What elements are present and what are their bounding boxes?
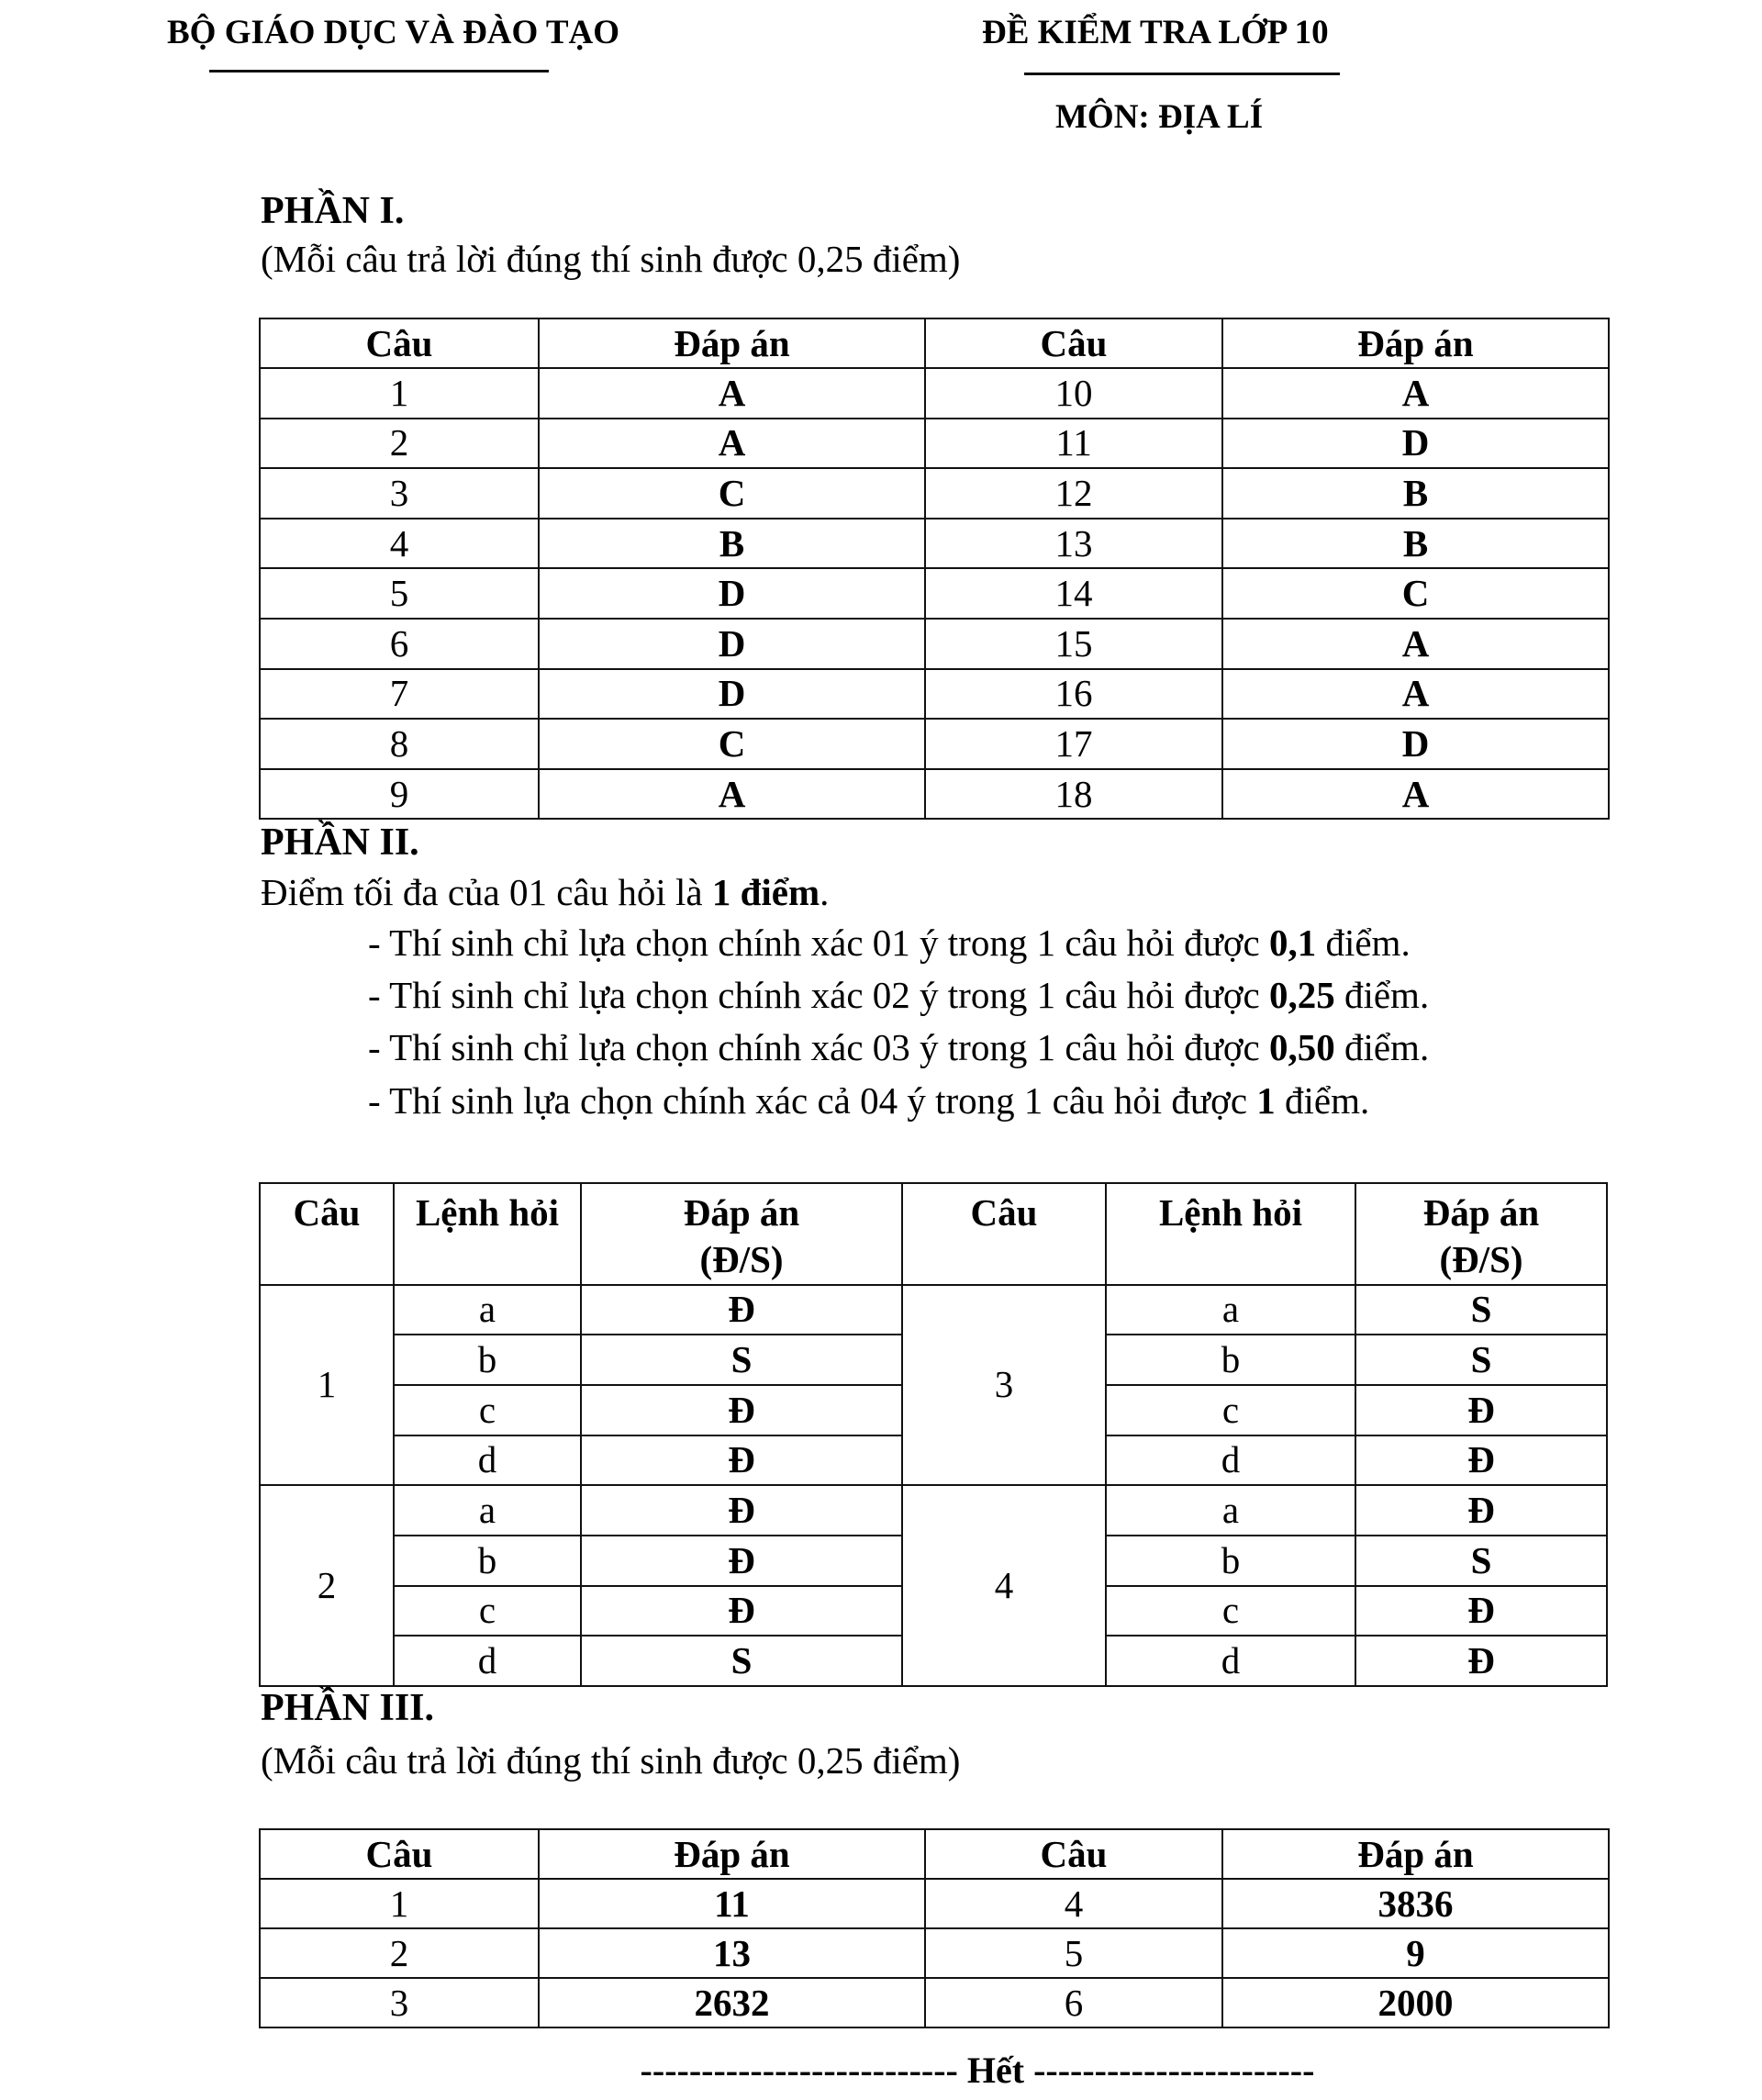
part2-intro-suffix: . — [820, 871, 830, 913]
part2-answer-table — [259, 1182, 1608, 1687]
true-false-answer-cell: Đ — [581, 1536, 902, 1586]
question-number-cell: 3 — [260, 1978, 539, 2027]
exam-title-underline — [1024, 73, 1340, 75]
scoring-rule-bold: 0,25 — [1268, 974, 1335, 1016]
statement-letter-cell: c — [394, 1586, 581, 1636]
scoring-rule-suffix: điểm. — [1275, 1079, 1370, 1122]
scoring-rule-suffix: điểm. — [1334, 974, 1430, 1016]
answer-cell: 11 — [539, 1879, 925, 1928]
part3-title: PHẦN III. — [261, 1687, 435, 1729]
column-header-dap-an: Đáp án (Đ/S) — [1355, 1183, 1607, 1285]
question-number-cell: 3 — [902, 1285, 1106, 1486]
statement-letter-cell: a — [1106, 1285, 1355, 1335]
question-number-cell: 8 — [260, 719, 539, 769]
question-number-cell: 5 — [925, 1928, 1222, 1978]
true-false-answer-cell: Đ — [1355, 1435, 1607, 1486]
true-false-answer-cell: Đ — [1355, 1586, 1607, 1636]
answer-cell: D — [539, 669, 925, 720]
column-header-cau: Câu — [902, 1183, 1106, 1285]
answer-cell: B — [539, 519, 925, 569]
true-false-answer-cell: S — [581, 1636, 902, 1686]
true-false-answer-cell: Đ — [581, 1435, 902, 1486]
part2-title: PHẦN II. — [261, 821, 419, 864]
part1-answer-table — [259, 318, 1610, 820]
answer-cell: C — [1222, 568, 1609, 619]
scoring-rule-prefix: - Thí sinh chỉ lựa chọn chính xác 01 ý trong 1 câu hỏi được — [368, 922, 1269, 964]
answer-cell: 2000 — [1222, 1978, 1609, 2027]
answer-cell: D — [1222, 419, 1609, 469]
table-row — [260, 669, 1609, 720]
answer-cell: B — [1222, 468, 1609, 519]
column-header: Câu — [925, 318, 1222, 368]
subject-title: MÔN: ĐỊA LÍ — [1055, 98, 1264, 136]
answer-cell: A — [1222, 669, 1609, 720]
answer-cell: B — [1222, 519, 1609, 569]
true-false-answer-cell: S — [1355, 1285, 1607, 1335]
true-false-answer-cell: Đ — [1355, 1385, 1607, 1435]
question-number-cell: 2 — [260, 1485, 394, 1686]
answer-cell: A — [539, 769, 925, 820]
scoring-rule-prefix: - Thí sinh lựa chọn chính xác cả 04 ý trong 1 câu hỏi được — [368, 1079, 1257, 1122]
true-false-answer-cell: Đ — [581, 1285, 902, 1335]
question-number-cell: 11 — [925, 419, 1222, 469]
scoring-rule-bold: 0,50 — [1268, 1026, 1335, 1068]
question-number-cell: 7 — [260, 669, 539, 720]
part1-title: PHẦN I. — [261, 190, 405, 232]
question-number-cell: 15 — [925, 619, 1222, 669]
question-number-cell: 13 — [925, 519, 1222, 569]
question-number-cell: 14 — [925, 568, 1222, 619]
table-header-row — [260, 1183, 1607, 1285]
table-row — [260, 1978, 1609, 2027]
question-number-cell: 6 — [925, 1978, 1222, 2027]
statement-letter-cell: a — [394, 1285, 581, 1335]
column-header-lenh-hoi: Lệnh hỏi — [1106, 1183, 1355, 1285]
scoring-rule — [368, 1025, 1429, 1069]
answer-cell: A — [539, 419, 925, 469]
part1-note: (Mỗi câu trả lời đúng thí sinh được 0,25 điểm) — [261, 238, 961, 280]
answer-cell: D — [1222, 719, 1609, 769]
statement-letter-cell: a — [1106, 1485, 1355, 1536]
table-header-row — [260, 1829, 1609, 1879]
table-row — [260, 1879, 1609, 1928]
true-false-answer-cell: S — [581, 1335, 902, 1385]
statement-letter-cell: b — [1106, 1335, 1355, 1385]
table-row — [260, 769, 1609, 820]
scoring-rule — [368, 921, 1411, 965]
question-number-cell: 1 — [260, 1285, 394, 1486]
column-header: Đáp án — [539, 1829, 925, 1879]
question-number-cell: 2 — [260, 419, 539, 469]
end-dashes-left: -------------------------- — [640, 2050, 958, 2091]
part3-note: (Mỗi câu trả lời đúng thí sinh được 0,25 điểm) — [261, 1739, 961, 1782]
statement-letter-cell: c — [1106, 1586, 1355, 1636]
statement-letter-cell: d — [394, 1435, 581, 1486]
statement-letter-cell: b — [394, 1536, 581, 1586]
true-false-answer-cell: S — [1355, 1536, 1607, 1586]
scoring-rule-suffix: điểm. — [1316, 922, 1411, 964]
question-number-cell: 6 — [260, 619, 539, 669]
column-header: Đáp án — [1222, 318, 1609, 368]
scoring-rule-bold: 0,1 — [1268, 922, 1317, 964]
end-marker — [583, 2049, 1372, 2092]
question-number-cell: 5 — [260, 568, 539, 619]
part2-intro-bold: 1 điểm — [711, 871, 820, 913]
question-number-cell: 2 — [260, 1928, 539, 1978]
true-false-answer-cell: S — [1355, 1335, 1607, 1385]
ministry-underline — [209, 70, 549, 73]
answer-cell: 9 — [1222, 1928, 1609, 1978]
answer-cell: A — [1222, 368, 1609, 419]
column-header: Đáp án — [539, 318, 925, 368]
true-false-answer-cell: Đ — [581, 1385, 902, 1435]
part2-intro — [261, 870, 829, 914]
table-row — [260, 568, 1609, 619]
statement-letter-cell: c — [394, 1385, 581, 1435]
question-number-cell: 3 — [260, 468, 539, 519]
question-number-cell: 4 — [260, 519, 539, 569]
table-row — [260, 1285, 1607, 1335]
column-header: Câu — [260, 1829, 539, 1879]
column-header-dap-an: Đáp án (Đ/S) — [581, 1183, 902, 1285]
column-header: Câu — [925, 1829, 1222, 1879]
question-number-cell: 16 — [925, 669, 1222, 720]
ministry-title: BỘ GIÁO DỤC VÀ ĐÀO TẠO — [167, 14, 620, 51]
answer-cell: C — [539, 719, 925, 769]
statement-letter-cell: d — [1106, 1435, 1355, 1486]
table-row — [260, 1485, 1607, 1536]
question-number-cell: 17 — [925, 719, 1222, 769]
answer-cell: 13 — [539, 1928, 925, 1978]
scoring-rule-suffix: điểm. — [1334, 1026, 1430, 1068]
scoring-rule — [368, 973, 1429, 1017]
answer-cell: 2632 — [539, 1978, 925, 2027]
table-row — [260, 719, 1609, 769]
exam-title: ĐỀ KIỂM TRA LỚP 10 — [982, 14, 1329, 51]
scoring-rule-bold: 1 — [1256, 1079, 1276, 1122]
true-false-answer-cell: Đ — [581, 1485, 902, 1536]
table-header-row — [260, 318, 1609, 368]
table-row — [260, 619, 1609, 669]
scoring-rule-prefix: - Thí sinh chỉ lựa chọn chính xác 03 ý trong 1 câu hỏi được — [368, 1026, 1269, 1068]
answer-cell: 3836 — [1222, 1879, 1609, 1928]
question-number-cell: 4 — [925, 1879, 1222, 1928]
answer-cell: D — [539, 568, 925, 619]
table-row — [260, 419, 1609, 469]
scoring-rule-prefix: - Thí sinh chỉ lựa chọn chính xác 02 ý trong 1 câu hỏi được — [368, 974, 1269, 1016]
end-label: Hết — [966, 2050, 1025, 2091]
question-number-cell: 12 — [925, 468, 1222, 519]
answer-cell: A — [539, 368, 925, 419]
column-header: Đáp án — [1222, 1829, 1609, 1879]
question-number-cell: 4 — [902, 1485, 1106, 1686]
column-header-cau: Câu — [260, 1183, 394, 1285]
answer-cell: A — [1222, 619, 1609, 669]
table-row — [260, 468, 1609, 519]
statement-letter-cell: b — [394, 1335, 581, 1385]
statement-letter-cell: d — [394, 1636, 581, 1686]
end-dashes-right: ----------------------- — [1033, 2050, 1315, 2091]
column-header-lenh-hoi: Lệnh hỏi — [394, 1183, 581, 1285]
question-number-cell: 1 — [260, 1879, 539, 1928]
question-number-cell: 1 — [260, 368, 539, 419]
true-false-answer-cell: Đ — [581, 1586, 902, 1636]
answer-cell: C — [539, 468, 925, 519]
table-row — [260, 1928, 1609, 1978]
statement-letter-cell: c — [1106, 1385, 1355, 1435]
statement-letter-cell: a — [394, 1485, 581, 1536]
part3-answer-table — [259, 1828, 1610, 2028]
question-number-cell: 9 — [260, 769, 539, 820]
statement-letter-cell: d — [1106, 1636, 1355, 1686]
question-number-cell: 10 — [925, 368, 1222, 419]
table-row — [260, 519, 1609, 569]
part2-intro-text: Điểm tối đa của 01 câu hỏi là — [261, 871, 712, 913]
true-false-answer-cell: Đ — [1355, 1485, 1607, 1536]
table-row — [260, 368, 1609, 419]
column-header: Câu — [260, 318, 539, 368]
answer-cell: D — [539, 619, 925, 669]
scoring-rule — [368, 1078, 1369, 1123]
question-number-cell: 18 — [925, 769, 1222, 820]
true-false-answer-cell: Đ — [1355, 1636, 1607, 1686]
statement-letter-cell: b — [1106, 1536, 1355, 1586]
answer-cell: A — [1222, 769, 1609, 820]
